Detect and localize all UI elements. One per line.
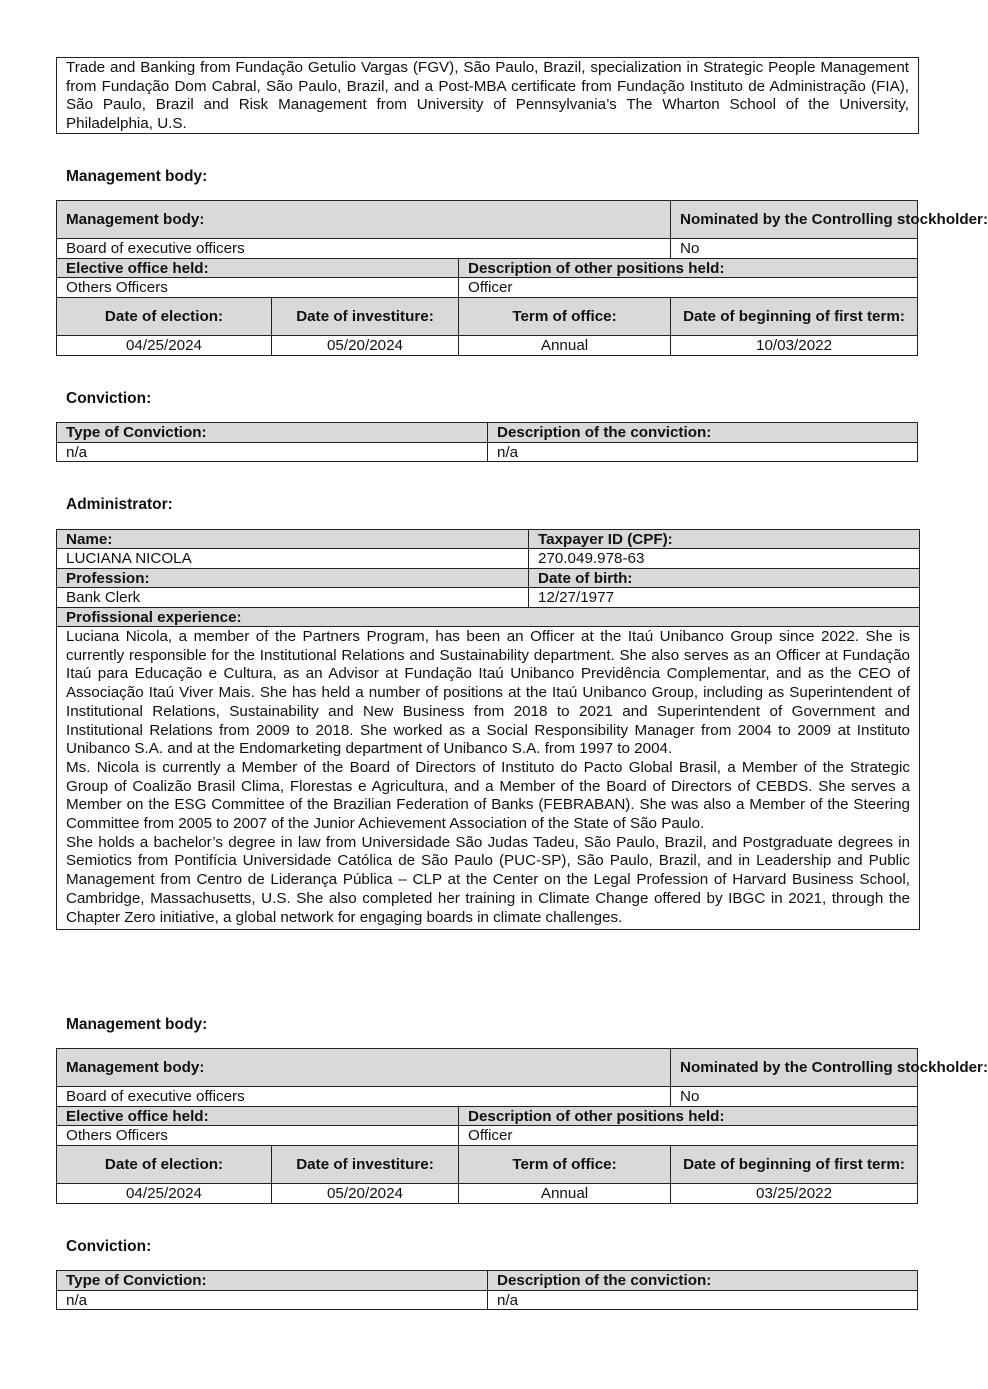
nominated-label: Nominated by the Controlling stockholder: [671,1049,918,1087]
date-birth-value: 12/27/1977 [529,588,920,608]
elective-office-label: Elective office held: [57,1107,459,1126]
prof-experience-paragraph-2: Ms. Nicola is currently a Member of the Board of Directors of Instituto do Pacto Global Brasil, a Member of the Strategic Group of Coalizão Brasil Clima, Florestas e Agricultura, and a Member of the Board of Directors of CEBDS. She serves a Member on the ESG Committee of the Brazilian Federation of Banks (FEBRABAN). She was also a Member of the Steering Committee from 2005 to 2007 of the Junior Achievement Association of the State of São Paulo. [66,758,910,833]
nominated-value: No [671,239,918,259]
management-body-label: Management body: [57,1049,671,1087]
date-election-value: 04/25/2024 [57,336,272,356]
date-election-value: 04/25/2024 [57,1184,272,1204]
elective-office-label: Elective office held: [57,259,459,278]
other-positions-label: Description of other positions held: [459,1107,918,1126]
date-investiture-value: 05/20/2024 [272,1184,459,1204]
name-label: Name: [57,530,529,549]
conviction-table-1 [56,422,918,462]
administrator-heading: Administrator: [66,496,173,513]
desc-conviction-label: Description of the conviction: [488,423,918,443]
type-conviction-label: Type of Conviction: [57,1271,488,1291]
type-conviction-label: Type of Conviction: [57,423,488,443]
term-office-label: Term of office: [459,298,671,336]
date-investiture-label: Date of investiture: [272,298,459,336]
profession-value: Bank Clerk [57,588,529,608]
nominated-value: No [671,1087,918,1107]
conviction-heading-1: Conviction: [66,390,152,407]
elective-office-value: Others Officers [57,1126,459,1146]
date-election-label: Date of election: [57,1146,272,1184]
nominated-label: Nominated by the Controlling stockholder: [671,201,918,239]
date-investiture-value: 05/20/2024 [272,336,459,356]
prof-experience-paragraph-3: She holds a bachelor’s degree in law from Universidade São Judas Tadeu, São Paulo, Brazil, and Postgraduate degrees in Semiotics from Pontifícia Universidade Católica de São Paulo (PUC-SP), São Paulo, Brazil, and in Leadership and Public Management from Centro de Liderança Pública – CLP at the Center on the Legal Profession of Harvard Business School, Cambridge, Massachusetts, U.S. She also completed her training in Climate Change offered by IBGC in 2021, through the Chapter Zero initiative, a global network for engaging boards in climate challenges. [66,833,910,926]
date-first-term-label: Date of beginning of first term: [671,298,918,336]
conviction-table-2 [56,1270,918,1310]
date-investiture-label: Date of investiture: [272,1146,459,1184]
term-office-value: Annual [459,1184,671,1204]
desc-conviction-value: n/a [488,1291,918,1310]
date-birth-label: Date of birth: [529,569,920,588]
type-conviction-value: n/a [57,1291,488,1310]
administrator-table [56,529,920,930]
prof-experience-label: Profissional experience: [57,608,920,627]
education-continuation-text: Trade and Banking from Fundação Getulio Vargas (FGV), São Paulo, Brazil, specialization in Strategic People Management from Fundação Dom Cabral, São Paulo, Brazil, and a Post-MBA certificate from Fundação Instituto de Administração (FIA), São Paulo, Brazil and Risk Management from University of Pennsylvania’s The Wharton School of the University, Philadelphia, U.S. [66,59,909,133]
conviction-heading-2: Conviction: [66,1238,152,1255]
desc-conviction-label: Description of the conviction: [488,1271,918,1291]
prof-experience-text [57,627,920,930]
education-continuation-box [56,57,919,134]
term-office-label: Term of office: [459,1146,671,1184]
other-positions-value: Officer [459,278,918,298]
management-body-label: Management body: [57,201,671,239]
management-body-value: Board of executive officers [57,239,671,259]
date-first-term-label: Date of beginning of first term: [671,1146,918,1184]
prof-experience-paragraph-1: Luciana Nicola, a member of the Partners Program, has been an Officer at the Itaú Unibanco Group since 2022. She is currently responsible for the Institutional Relations and Sustainability department. She also serves as an Officer at Fundação Itaú para Educação e Cultura, as an Advisor at Fundação Itaú Unibanco Previdência Complementar, and as the CEO of Associação Itaú Viver Mais. She has held a number of positions at the Itaú Unibanco Group, including as Superintendent of Institutional Relations, Sustainability and New Business from 2018 to 2021 and Superintendent of Government and Institutional Relations from 2009 to 2018. She worked as a Social Responsibility Manager from 2004 to 2009 at Instituto Unibanco S.A. and at the Endomarketing department of Unibanco S.A. from 1997 to 2004. [66,628,910,758]
type-conviction-value: n/a [57,443,488,462]
management-body-heading-2: Management body: [66,1016,208,1033]
management-body-value: Board of executive officers [57,1087,671,1107]
profession-label: Profession: [57,569,529,588]
management-body-heading-1: Management body: [66,168,208,185]
other-positions-value: Officer [459,1126,918,1146]
name-value: LUCIANA NICOLA [57,549,529,569]
taxpayer-value: 270.049.978-63 [529,549,920,569]
date-first-term-value: 03/25/2022 [671,1184,918,1204]
desc-conviction-value: n/a [488,443,918,462]
management-body-table-1 [56,200,988,356]
management-body-table-2 [56,1048,988,1204]
date-election-label: Date of election: [57,298,272,336]
elective-office-value: Others Officers [57,278,459,298]
term-office-value: Annual [459,336,671,356]
taxpayer-label: Taxpayer ID (CPF): [529,530,920,549]
date-first-term-value: 10/03/2022 [671,336,918,356]
other-positions-label: Description of other positions held: [459,259,918,278]
